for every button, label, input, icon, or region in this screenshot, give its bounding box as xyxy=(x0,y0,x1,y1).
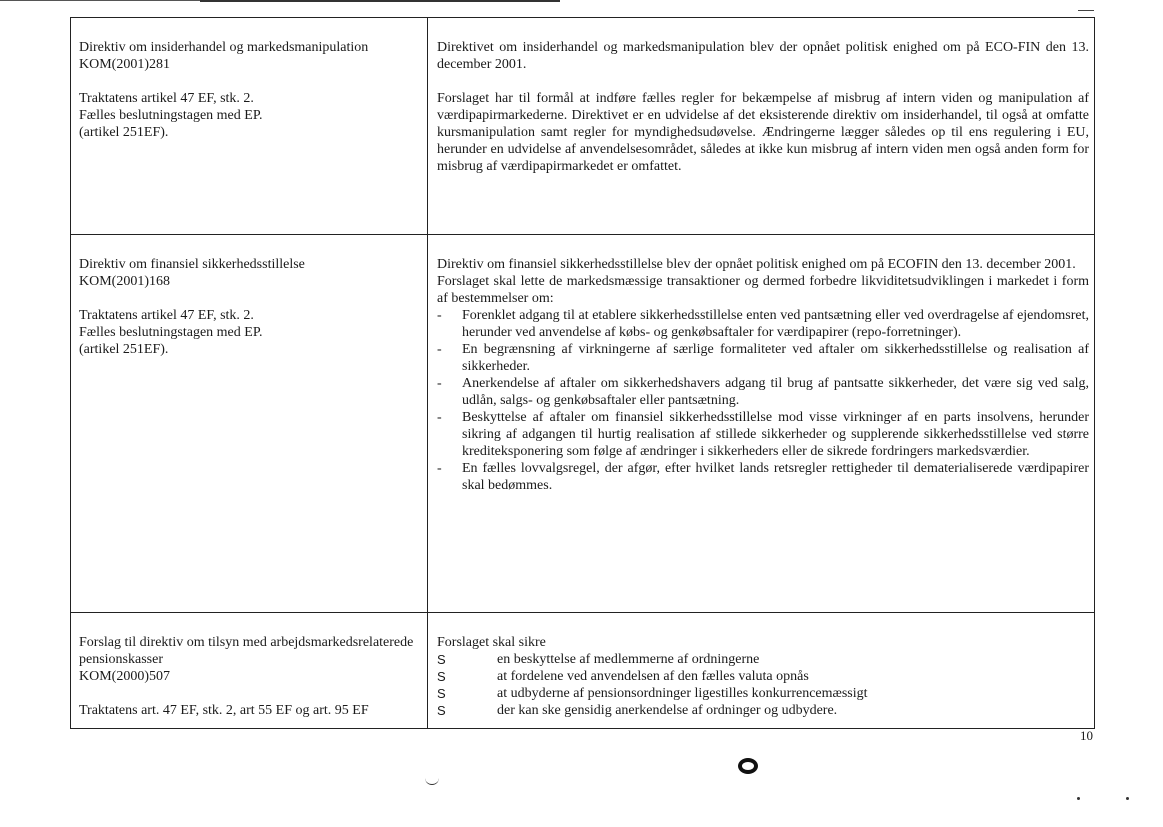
row3-legal1: Traktatens art. 47 EF, stk. 2, art 55 EF og art. 95 EF xyxy=(79,703,369,718)
list-item: - Anerkendelse af aftaler om sikkerhedshavers adgang til brug af pantsatte sikkerheder, det være sig ved salg, udlån, salgs- og genkøbsaftaler eller pantsætning. xyxy=(437,375,1089,409)
corner-mark xyxy=(1078,10,1094,11)
list-item: - Beskyttelse af aftaler om finansiel sikkerhedsstillelse mod visse virkninger af en parts insolvens, herunder sikring af adgangen til hurtig realisation af stillede sikkerheder og supplerende sikkerhedsstillelse ved større krediteksponering som følge af ændringer i sikkerheders eller de sikrede fordringers markedsværdier. xyxy=(437,409,1089,460)
row3-bullet-list xyxy=(437,651,1089,719)
scan-speck xyxy=(1126,797,1129,800)
row2-para2: Forslaget skal lette de markedsmæssige transaktioner og dermed forbedre likviditetsudviklingen i markedet i form af bestemmelser om: xyxy=(437,274,1089,306)
list-item-text: at fordelene ved anvendelsen af den fælles valuta opnås xyxy=(497,669,809,684)
row1-right-cell xyxy=(437,39,1089,175)
row1-para2: Forslaget har til formål at indføre fælles regler for bekæmpelse af misbrug af intern viden og manipulation af værdipapirmarkederne. Direktivet er en udvidelse af det eksisterende direktiv om insiderhandel, til også at omfatte kursmanipulation samt regler for myndighedsudøvelse. Ændringerne lægger således op til ens regulering i EU, herunder en udvidelse af anvendelsesområdet, således at ikke kun misbrug af intern viden men også anden form for misbrug af værdipapirmarkedet er omfattet. xyxy=(437,91,1089,174)
scan-speck xyxy=(1077,797,1080,800)
punch-hole-icon xyxy=(738,758,758,774)
row3-right-cell xyxy=(437,634,1089,719)
list-item-text: en beskyttelse af medlemmerne af ordningerne xyxy=(497,652,760,667)
row-divider-1 xyxy=(71,234,1094,235)
top-rule-thick xyxy=(200,0,560,2)
row2-legal1: Traktatens artikel 47 EF, stk. 2. xyxy=(79,308,254,323)
row2-ref: KOM(2001)168 xyxy=(79,274,170,289)
list-item: - En begrænsning af virkningerne af særlige formaliteter ved aftaler om sikkerhedsstillelse og realisation af sikkerheder. xyxy=(437,341,1089,375)
row1-legal1: Traktatens artikel 47 EF, stk. 2. xyxy=(79,91,254,106)
list-item: - Forenklet adgang til at etablere sikkerhedsstillelse enten ved pantsætning eller ved overdragelse af ejendomsret, herunder ved anvendelse af købs- og genkøbsaftaler for værdipapirer (repo-forretninger). xyxy=(437,307,1089,341)
row-divider-2 xyxy=(71,612,1094,613)
list-item xyxy=(437,702,1089,719)
row2-title: Direktiv om finansiel sikkerhedsstillelse xyxy=(79,257,305,272)
row3-title: Forslag til direktiv om tilsyn med arbejdsmarkedsrelaterede pensionskasser xyxy=(79,635,414,667)
row2-bullet-list xyxy=(437,307,1089,494)
list-item xyxy=(437,651,1089,668)
bullet-marker: S xyxy=(437,669,446,684)
row2-right-cell xyxy=(437,256,1089,494)
list-item xyxy=(437,685,1089,702)
row2-para1: Direktiv om finansiel sikkerhedsstillelse blev der opnået politisk enighed om på ECOFIN den 13. december 2001. xyxy=(437,257,1076,272)
row1-ref: KOM(2001)281 xyxy=(79,57,170,72)
list-item-text: at udbyderne af pensionsordninger ligestilles konkurrencemæssigt xyxy=(497,686,868,701)
row2-left-cell xyxy=(79,256,419,358)
row1-para1: Direktivet om insiderhandel og markedsmanipulation blev der opnået politisk enighed om på ECO-FIN den 13. december 2001. xyxy=(437,40,1089,72)
document-table xyxy=(70,17,1095,729)
list-item-text: der kan ske gensidig anerkendelse af ordninger og udbydere. xyxy=(497,703,838,718)
list-item xyxy=(437,668,1089,685)
row1-title: Direktiv om insiderhandel og markedsmanipulation xyxy=(79,40,369,55)
scan-smudge xyxy=(425,778,439,785)
row3-left-cell xyxy=(79,634,419,719)
bullet-marker: S xyxy=(437,703,446,718)
row1-left-cell xyxy=(79,39,419,141)
list-item: - En fælles lovvalgsregel, der afgør, efter hvilket lands retsregler rettigheder til dematerialiserede værdipapirer skal bedømmes. xyxy=(437,460,1089,494)
row3-intro: Forslaget skal sikre xyxy=(437,635,546,650)
bullet-marker: S xyxy=(437,686,446,701)
row1-legal2: Fælles beslutningstagen med EP. xyxy=(79,108,263,123)
row3-ref: KOM(2000)507 xyxy=(79,669,170,684)
row2-legal3: (artikel 251EF). xyxy=(79,342,169,357)
page-number: 10 xyxy=(1080,728,1093,743)
bullet-marker: S xyxy=(437,652,446,667)
column-divider xyxy=(427,18,428,728)
row1-legal3: (artikel 251EF). xyxy=(79,125,169,140)
row2-legal2: Fælles beslutningstagen med EP. xyxy=(79,325,263,340)
